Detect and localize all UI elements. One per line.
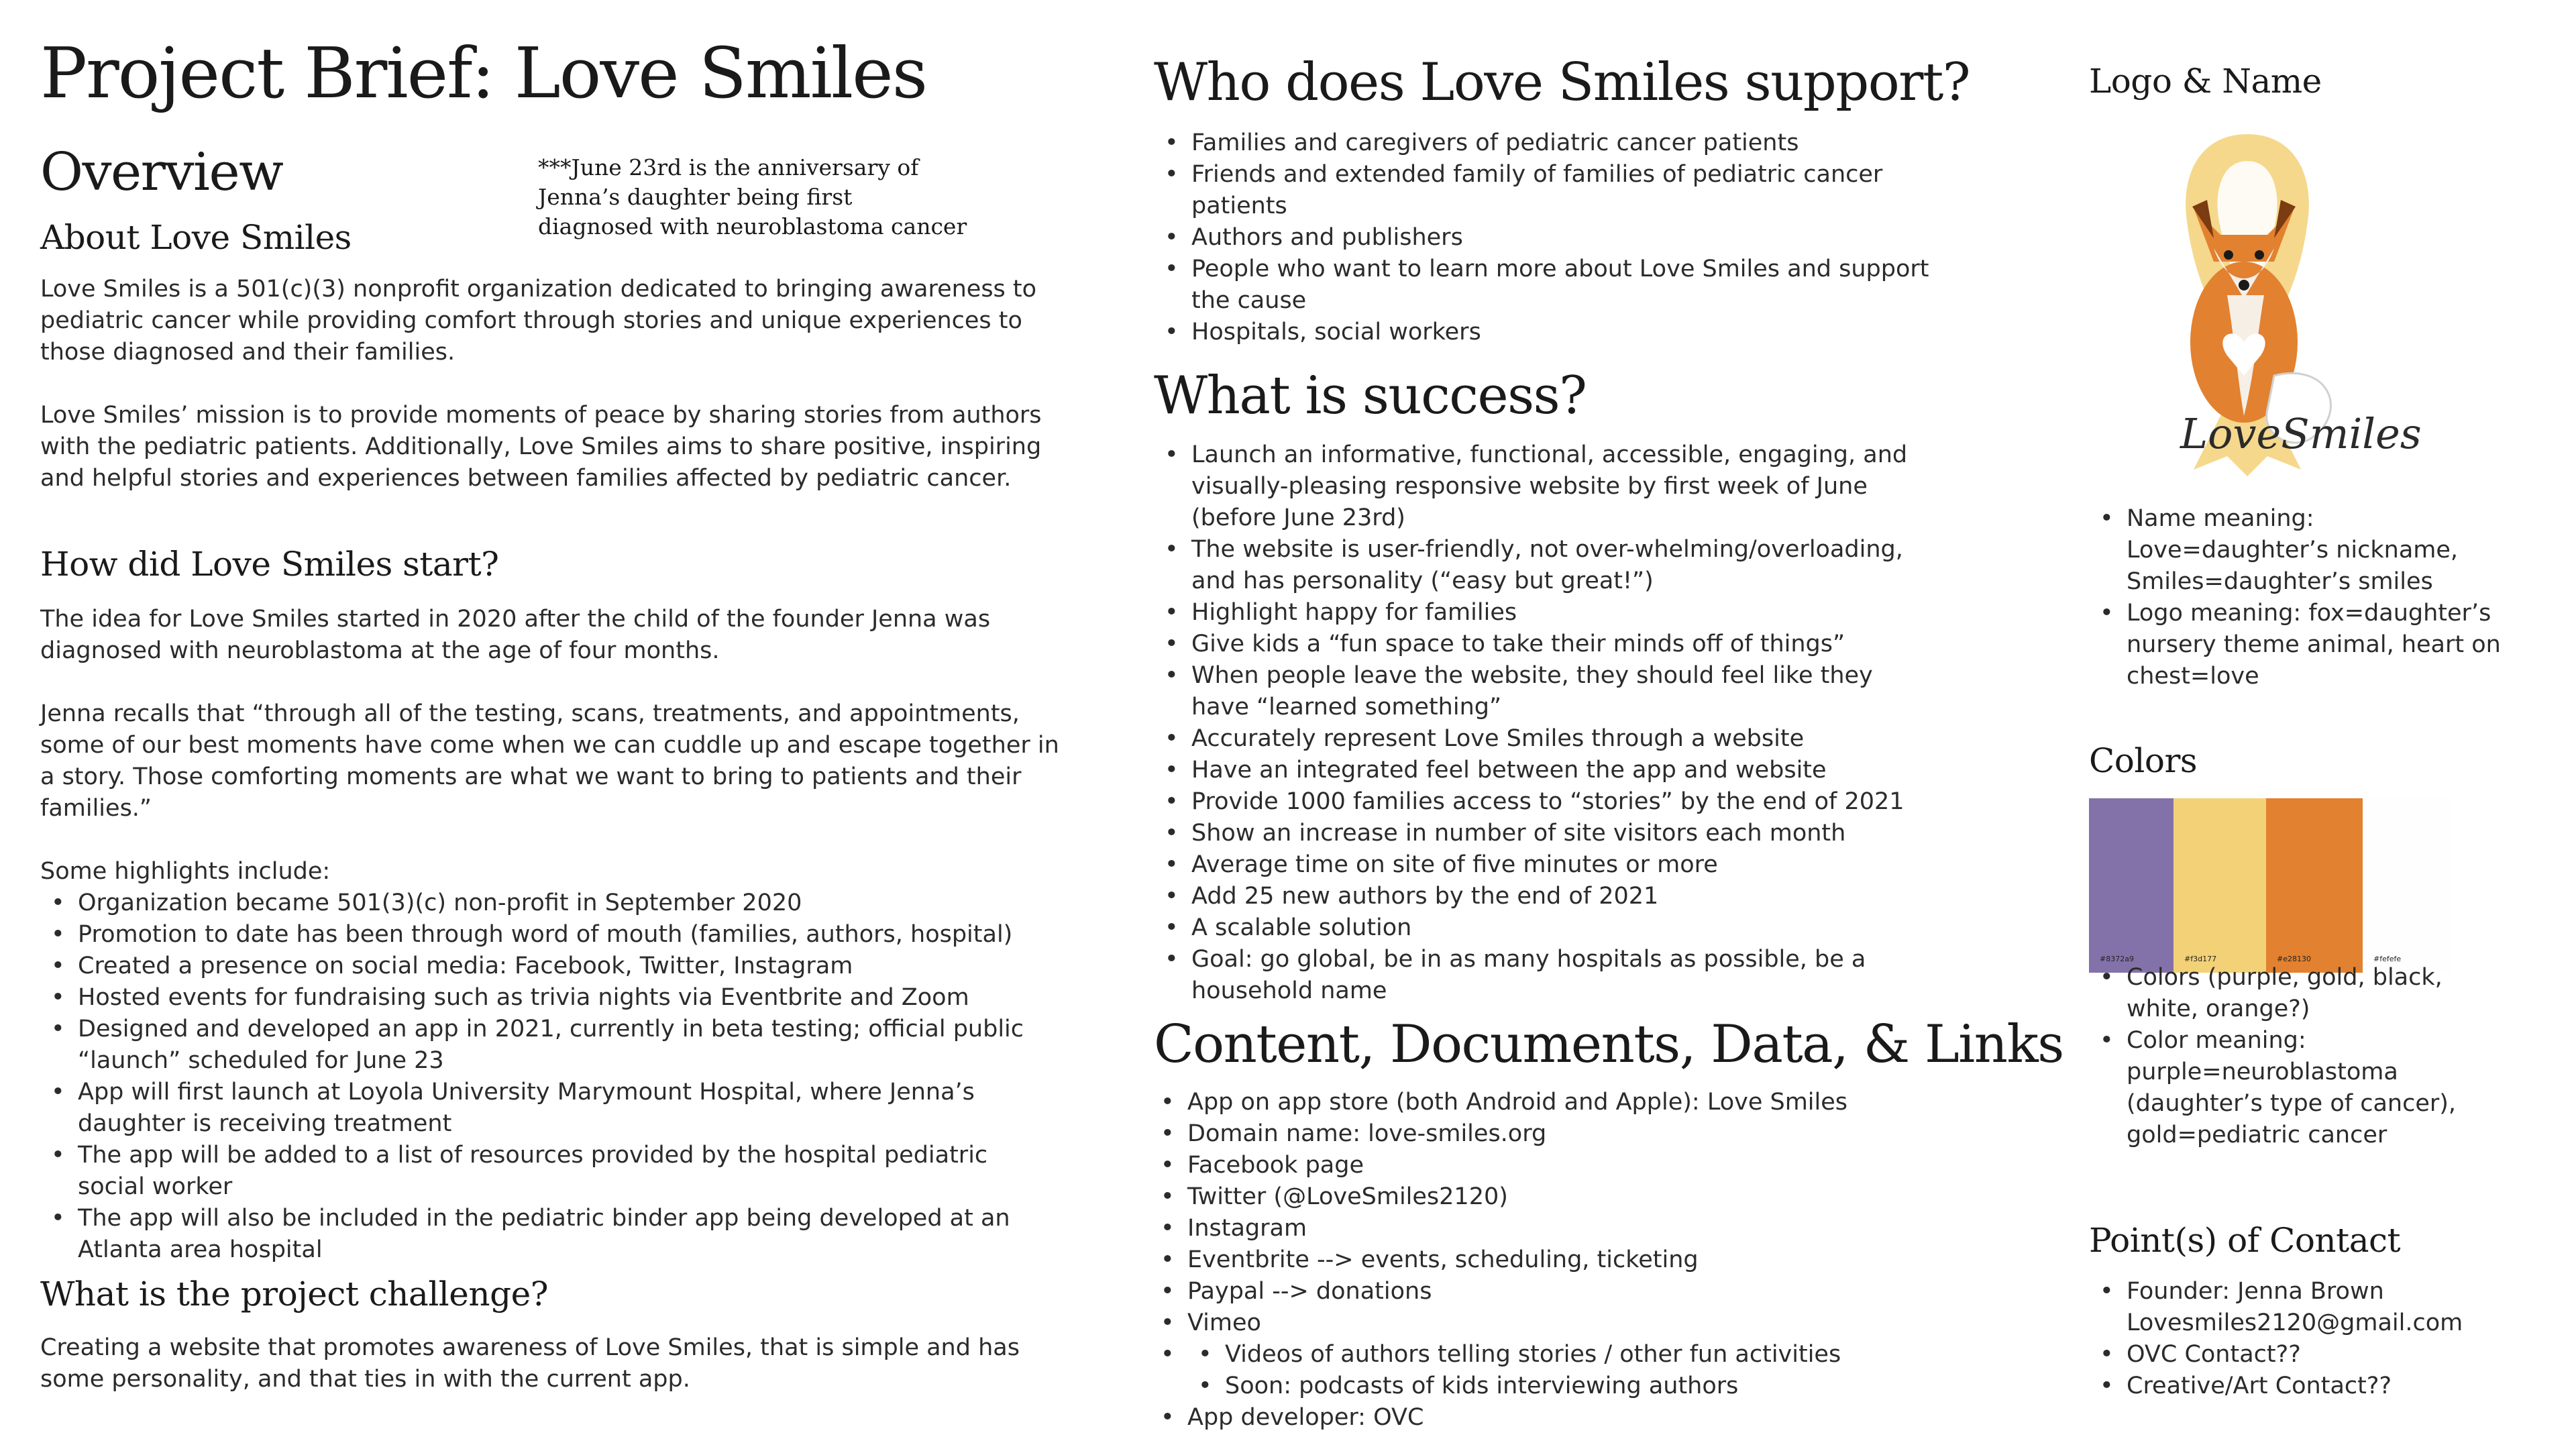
list-item: • Friends and extended family of families of pediatric cancer patients bbox=[1154, 159, 1932, 222]
start-section bbox=[40, 604, 1060, 1266]
about-paragraph-1: Love Smiles is a 501(c)(3) nonprofit organization dedicated to bringing awareness to pediatric cancer while providing comfort through stories and unique experiences to those diagnosed and their families. bbox=[40, 276, 1037, 366]
highlights-list bbox=[40, 888, 1060, 1266]
success-heading: What is success? bbox=[1154, 366, 1587, 426]
list-item: • Accurately represent Love Smiles through a website bbox=[1154, 723, 1925, 755]
list-item: • Families and caregivers of pediatric cancer patients bbox=[1154, 127, 1932, 159]
list-item: • Provide 1000 families access to “stories” by the end of 2021 bbox=[1154, 786, 1925, 818]
list-item: • Founder: Jenna Brown Lovesmiles2120@gmail.com bbox=[2089, 1276, 2505, 1339]
colors-meaning-list bbox=[2089, 962, 2505, 1151]
list-item: • Logo meaning: fox=daughter’s nursery theme animal, heart on chest=love bbox=[2089, 598, 2505, 692]
list-item: • App will first launch at Loyola University Marymount Hospital, where Jenna’s daughter is receiving treatment bbox=[40, 1077, 1060, 1140]
list-item: • App on app store (both Android and Apple): Love Smiles bbox=[1150, 1087, 1928, 1118]
list-item: • Color meaning: purple=neuroblastoma (daughter’s type of cancer), gold=pediatric cancer bbox=[2089, 1025, 2505, 1151]
list-item: • Goal: go global, be in as many hospitals as possible, be a household name bbox=[1154, 944, 1925, 1007]
list-item: • Eventbrite --> events, scheduling, ticketing bbox=[1150, 1244, 1928, 1276]
list-item: • Soon: podcasts of kids interviewing authors bbox=[1187, 1371, 1928, 1402]
swatch-gold: #f3d177 bbox=[2174, 798, 2266, 973]
list-item: • Twitter (@LoveSmiles2120) bbox=[1150, 1181, 1928, 1213]
contact-heading: Point(s) of Contact bbox=[2089, 1221, 2401, 1260]
about-heading: About Love Smiles bbox=[40, 218, 352, 257]
color-palette bbox=[2089, 798, 2451, 973]
list-item: • Facebook page bbox=[1150, 1150, 1928, 1181]
colors-heading: Colors bbox=[2089, 741, 2198, 780]
content-heading: Content, Documents, Data, & Links bbox=[1154, 1014, 2063, 1075]
list-item: • The app will also be included in the pediatric binder app being developed at an Atlanta area hospital bbox=[40, 1203, 1060, 1266]
list-item: • Vimeo bbox=[1150, 1307, 1928, 1339]
challenge-heading: What is the project challenge? bbox=[40, 1275, 548, 1313]
list-item: • OVC Contact?? bbox=[2089, 1339, 2505, 1371]
list-item: • Designed and developed an app in 2021, currently in beta testing; official public “launch” scheduled for June 23 bbox=[40, 1014, 1060, 1077]
list-item: • Paypal --> donations bbox=[1150, 1276, 1928, 1307]
list-item: • • Videos of authors telling stories / other fun activities bbox=[1187, 1339, 1928, 1371]
list-item: • Colors (purple, gold, black, white, orange?) bbox=[2089, 962, 2505, 1025]
challenge-paragraph: Creating a website that promotes awareness of Love Smiles, that is simple and has some personality, and that ties in with the current app. bbox=[40, 1334, 1020, 1393]
anniversary-note: ***June 23rd is the anniversary of Jenna’s daughter being first diagnosed with neuroblastoma cancer bbox=[538, 154, 967, 239]
list-item: • Authors and publishers bbox=[1154, 222, 1932, 254]
list-item: • People who want to learn more about Love Smiles and support the cause bbox=[1154, 254, 1932, 317]
logo-heading: Logo & Name bbox=[2089, 62, 2322, 101]
list-item: • Organization became 501(3)(c) non-profit in September 2020 bbox=[40, 888, 1060, 919]
highlights-intro: Some highlights include: bbox=[40, 858, 331, 885]
logo-wordmark: LoveSmiles bbox=[2180, 409, 2422, 458]
list-item: • Highlight happy for families bbox=[1154, 597, 1925, 629]
start-paragraph-2: Jenna recalls that “through all of the testing, scans, treatments, and appointments, some of our best moments have come when we can cuddle up and escape together in a story. Those comforting moments are what we want to bring to patients and their families.” bbox=[40, 700, 1059, 822]
list-item: • Promotion to date has been through word of mouth (families, authors, hospital) bbox=[40, 919, 1060, 951]
swatch-purple: #8372a9 bbox=[2089, 798, 2174, 973]
swatch-white: #fefefe bbox=[2363, 798, 2451, 973]
list-item: • Average time on site of five minutes or more bbox=[1154, 849, 1925, 881]
list-item: • Hosted events for fundraising such as trivia nights via Eventbrite and Zoom bbox=[40, 982, 1060, 1014]
list-item: • Have an integrated feel between the app and website bbox=[1154, 755, 1925, 786]
swatch-orange: #e28130 bbox=[2266, 798, 2363, 973]
list-item: • A scalable solution bbox=[1154, 912, 1925, 944]
success-list bbox=[1154, 439, 1925, 1007]
list-item: • The app will be added to a list of resources provided by the hospital pediatric social worker bbox=[40, 1140, 1060, 1203]
list-item: • Name meaning: Love=daughter’s nickname, Smiles=daughter’s smiles bbox=[2089, 503, 2505, 598]
love-smiles-logo bbox=[2113, 121, 2422, 483]
list-item: • When people leave the website, they should feel like they have “learned something” bbox=[1154, 660, 1925, 723]
content-list bbox=[1150, 1087, 1928, 1434]
list-item: • App developer: OVC bbox=[1150, 1402, 1928, 1434]
list-item: • Add 25 new authors by the end of 2021 bbox=[1154, 881, 1925, 912]
about-section bbox=[40, 274, 1060, 494]
start-paragraph-1: The idea for Love Smiles started in 2020 after the child of the founder Jenna was diagnosed with neuroblastoma at the age of four months. bbox=[40, 606, 991, 664]
about-paragraph-2: Love Smiles’ mission is to provide moments of peace by sharing stories from authors with the pediatric patients. Additionally, Love Smiles aims to share positive, inspiring and helpful stories and experiences between families affected by pediatric cancer. bbox=[40, 402, 1042, 492]
list-item: • Hospitals, social workers bbox=[1154, 317, 1932, 348]
logo-meaning-list bbox=[2089, 503, 2505, 692]
list-item: • Creative/Art Contact?? bbox=[2089, 1371, 2505, 1402]
list-item: • Give kids a “fun space to take their minds off of things” bbox=[1154, 629, 1925, 660]
support-heading: Who does Love Smiles support? bbox=[1154, 52, 1970, 113]
list-item: • Domain name: love-smiles.org bbox=[1150, 1118, 1928, 1150]
vimeo-sublist bbox=[1150, 1339, 1928, 1402]
list-item: • Launch an informative, functional, accessible, engaging, and visually-pleasing responsive website by first week of June (before June 23rd) bbox=[1154, 439, 1925, 534]
support-list bbox=[1154, 127, 1932, 348]
overview-heading: Overview bbox=[40, 142, 283, 203]
list-item: • The website is user-friendly, not over-whelming/overloading, and has personality (“easy but great!”) bbox=[1154, 534, 1925, 597]
contact-list bbox=[2089, 1276, 2505, 1402]
list-item: • Created a presence on social media: Facebook, Twitter, Instagram bbox=[40, 951, 1060, 982]
list-item: • Instagram bbox=[1150, 1213, 1928, 1244]
list-item bbox=[1150, 1339, 1928, 1402]
start-heading: How did Love Smiles start? bbox=[40, 545, 499, 584]
page-title: Project Brief: Love Smiles bbox=[40, 32, 927, 114]
list-item: • Show an increase in number of site visitors each month bbox=[1154, 818, 1925, 849]
